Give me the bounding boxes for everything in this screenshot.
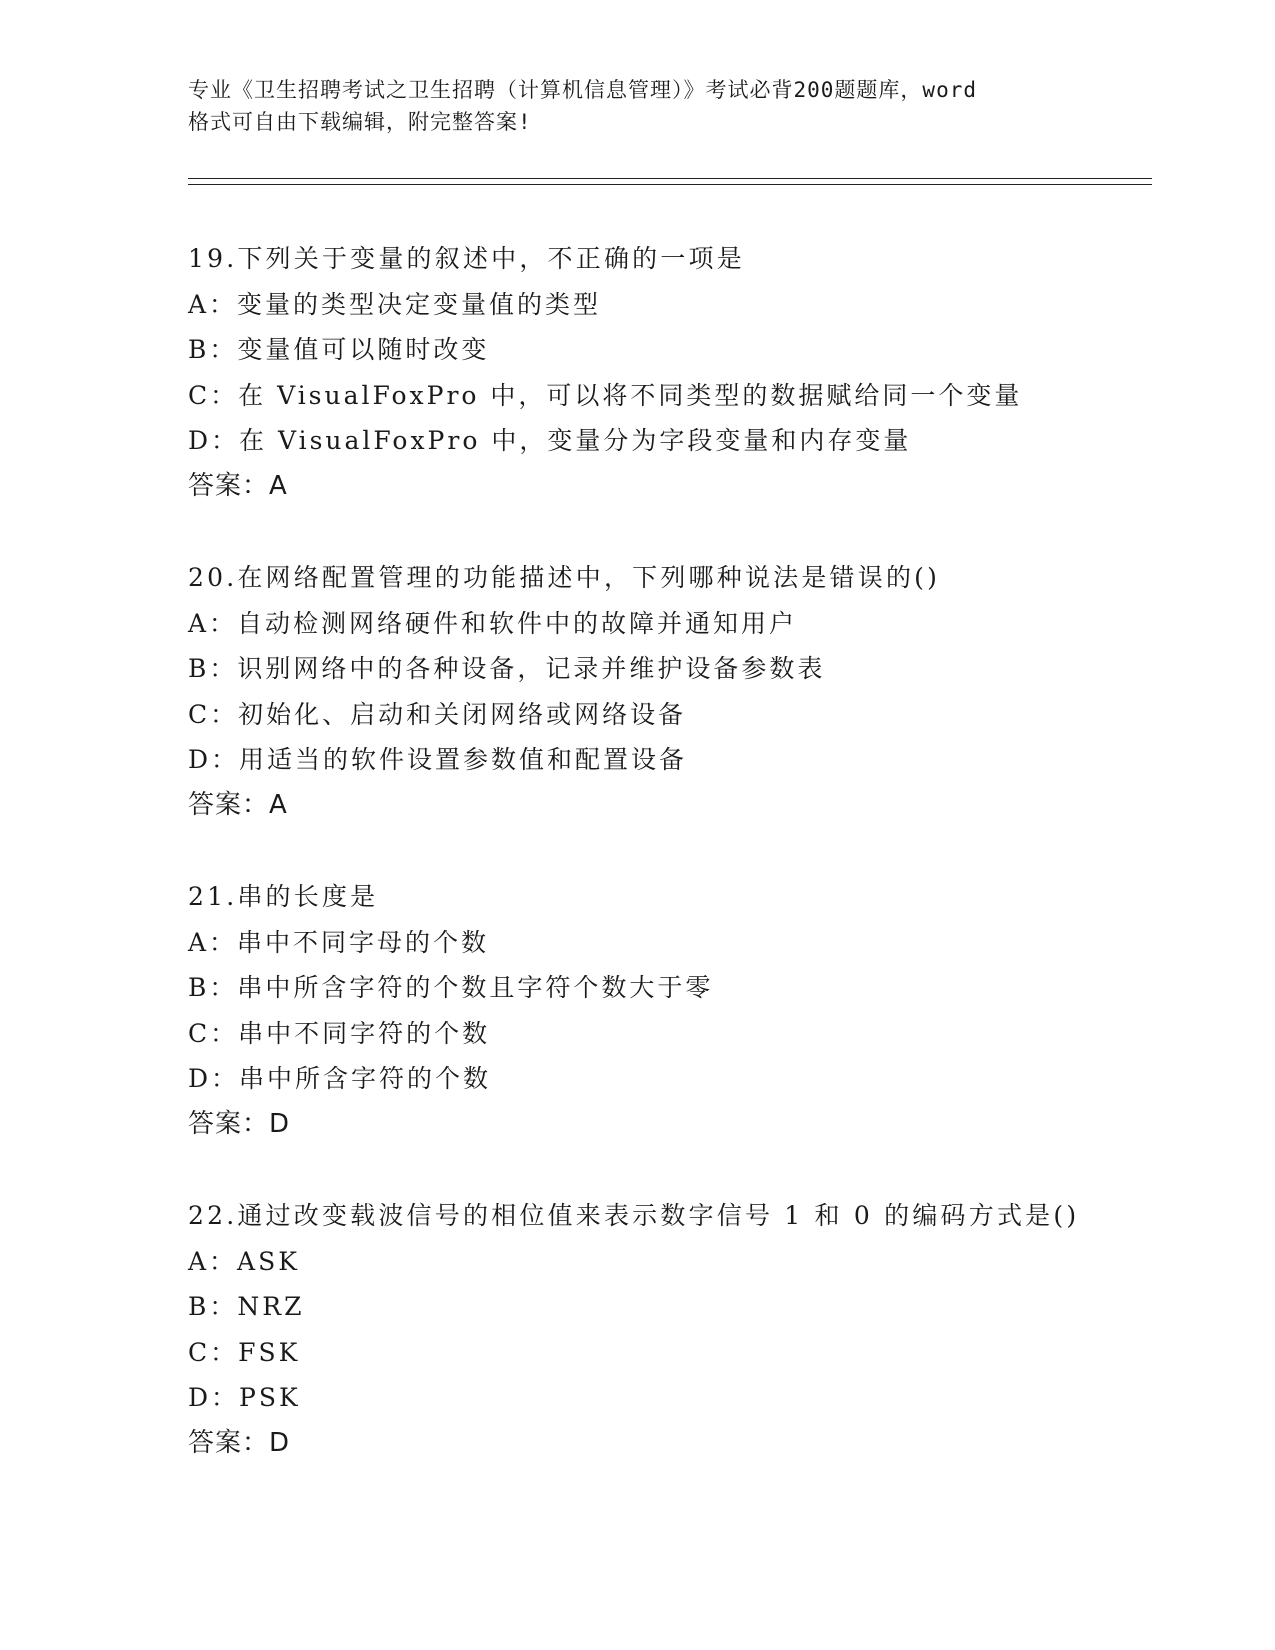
question-21 xyxy=(188,874,1148,1193)
answer: 答案：A xyxy=(188,470,288,501)
answer: 答案：D xyxy=(188,1427,291,1458)
header-line-1: 专业《卫生招聘考试之卫生招聘（计算机信息管理）》考试必背200题题库，word xyxy=(188,78,977,102)
document-header xyxy=(188,74,1088,138)
option-a: A：ASK xyxy=(188,1246,300,1276)
option-a: A：串中不同字母的个数 xyxy=(188,927,490,957)
header-line-2: 格式可自由下载编辑，附完整答案! xyxy=(188,110,532,134)
option-a: A：变量的类型决定变量值的类型 xyxy=(188,289,602,319)
option-d: D：在 VisualFoxPro 中，变量分为字段变量和内存变量 xyxy=(188,426,912,455)
option-d: D：PSK xyxy=(188,1383,301,1412)
question-19 xyxy=(188,236,1148,555)
question-stem: 20.在网络配置管理的功能描述中，下列哪种说法是错误的() xyxy=(188,563,941,592)
answer: 答案：D xyxy=(188,1108,291,1139)
question-20 xyxy=(188,555,1148,874)
option-b: B：串中所含字符的个数且字符个数大于零 xyxy=(188,973,714,1002)
option-d: D：用适当的软件设置参数值和配置设备 xyxy=(188,745,688,774)
option-b: B：变量值可以随时改变 xyxy=(188,335,490,364)
question-stem: 22.通过改变载波信号的相位值来表示数字信号 1 和 0 的编码方式是() xyxy=(188,1201,1080,1230)
option-c: C：初始化、启动和关闭网络或网络设备 xyxy=(188,699,687,729)
question-22 xyxy=(188,1193,1148,1512)
option-c: C：在 VisualFoxPro 中，可以将不同类型的数据赋给同一个变量 xyxy=(188,380,1023,410)
answer: 答案：A xyxy=(188,789,288,820)
option-c: C：FSK xyxy=(188,1337,301,1367)
question-list xyxy=(188,236,1148,1512)
question-stem: 19.下列关于变量的叙述中，不正确的一项是 xyxy=(188,244,745,273)
option-a: A：自动检测网络硬件和软件中的故障并通知用户 xyxy=(188,608,798,638)
question-stem: 21.串的长度是 xyxy=(188,882,379,911)
option-c: C：串中不同字符的个数 xyxy=(188,1018,491,1048)
option-b: B：NRZ xyxy=(188,1292,305,1321)
header-divider-bottom xyxy=(188,184,1152,185)
option-b: B：识别网络中的各种设备，记录并维护设备参数表 xyxy=(188,654,826,683)
header-divider-top xyxy=(188,178,1152,179)
option-d: D：串中所含字符的个数 xyxy=(188,1064,492,1093)
